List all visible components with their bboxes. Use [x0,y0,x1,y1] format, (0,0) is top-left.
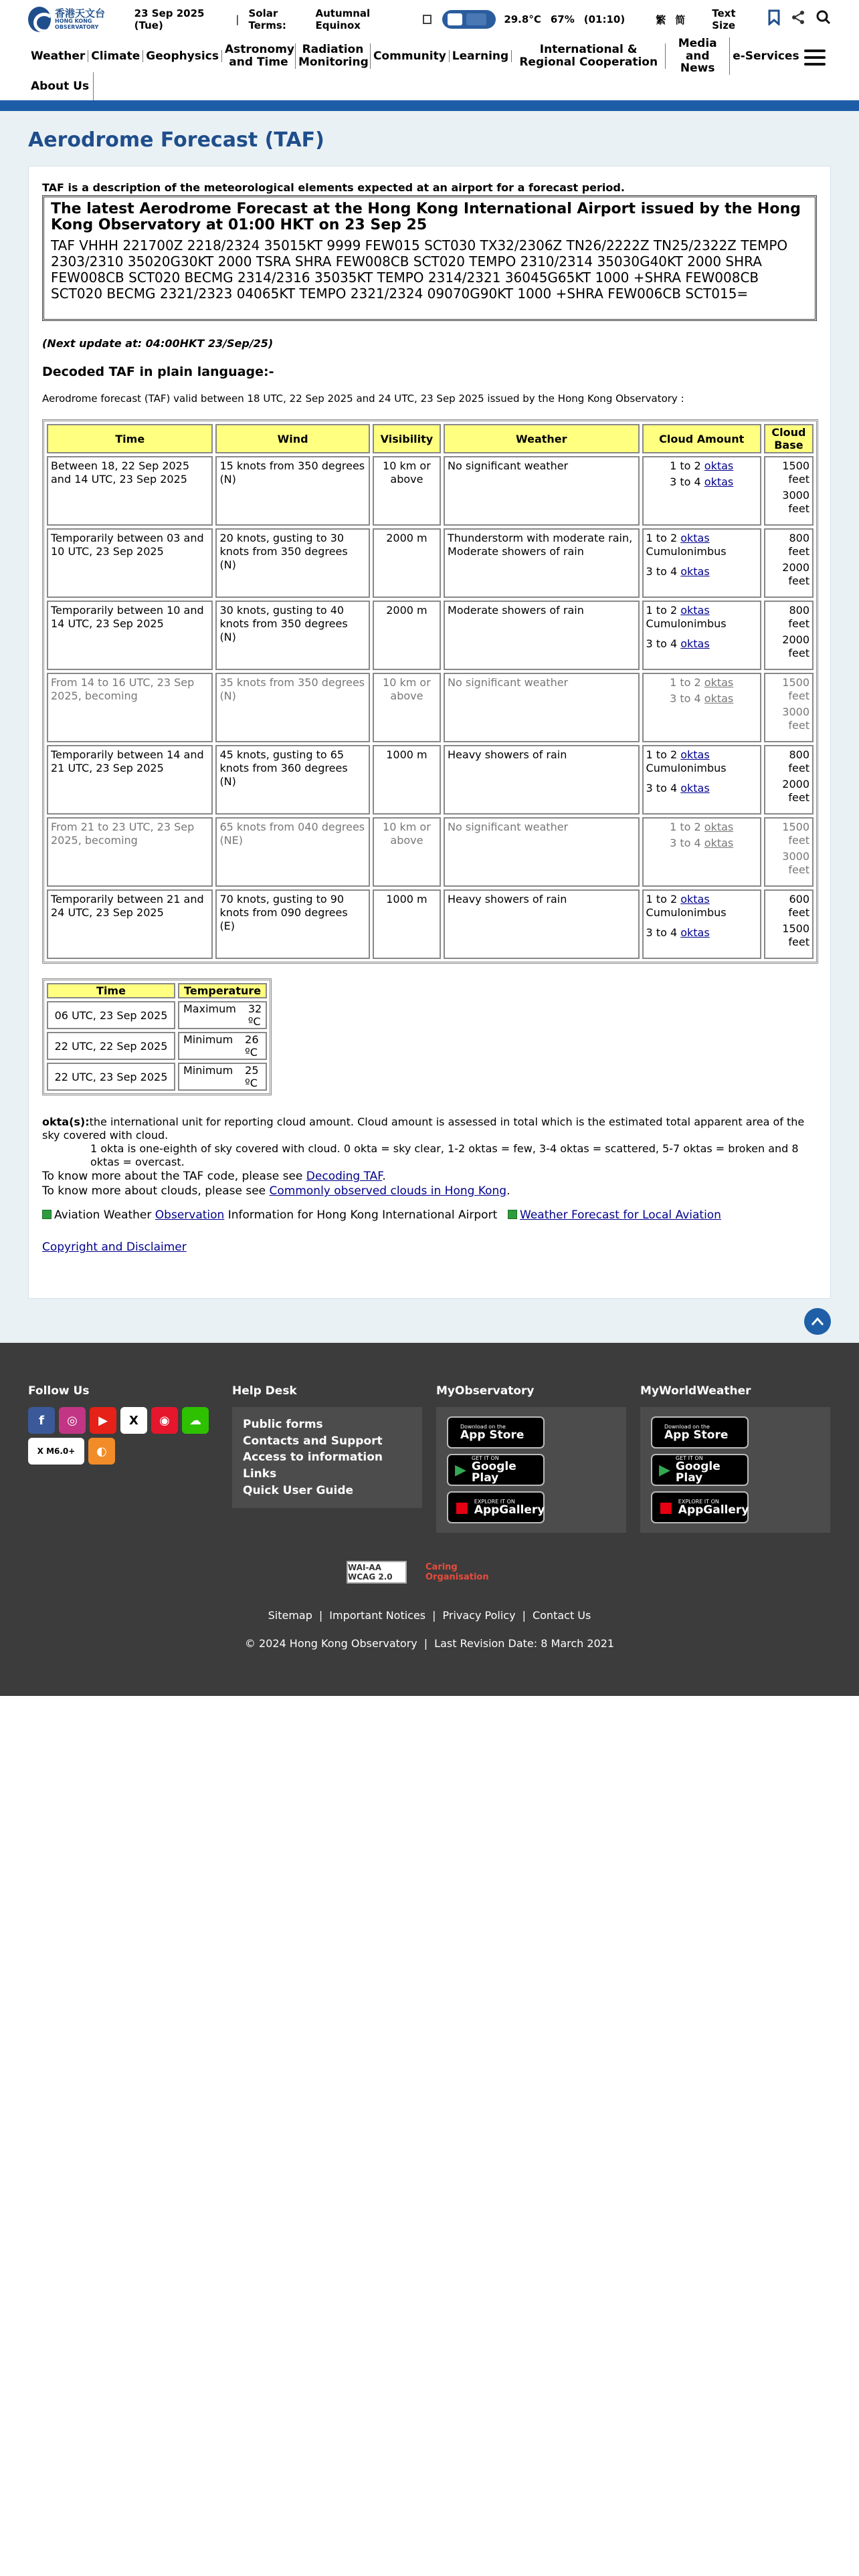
taf-cloud-base [764,673,814,742]
store-small-text: GET IT ON [471,1455,499,1461]
taf-more-text: To know more about the TAF code, please see [42,1170,306,1183]
okta-scale: 1 okta is one-eighth of sky covered with cloud. 0 okta = sky clear, 1-2 oktas = few, 3-4 oktas = scattered, 5-7 oktas = broken and 8 oktas = overcast. [90,1142,799,1168]
nav-learning[interactable]: Learning [450,50,512,63]
oktas-link[interactable]: oktas [680,893,710,905]
temp-value-cell [178,1001,267,1029]
taf-weather: Thunderstorm with moderate rain, Moderate showers of rain [444,528,640,598]
taf-cloud-base [764,528,814,598]
taf-time: Temporarily between 10 and 14 UTC, 23 Sep 2025 [47,601,213,670]
myobservatory-section [436,1384,640,1533]
taf-cloud-amount [642,817,761,887]
oktas-link[interactable]: oktas [680,748,710,761]
store-small-text: Download on the [664,1423,710,1430]
temp-kind: Minimum [183,1064,233,1077]
amount-text: 1 to 2 [670,821,701,833]
taf-row [47,745,814,815]
nav-weather[interactable]: Weather [28,50,88,63]
store-small-text: Download on the [460,1423,506,1430]
cloud-base-1: 1500 feet [782,821,809,847]
myworldweather-title: MyWorldWeather [640,1384,751,1398]
taf-visibility: 10 km or above [373,817,441,887]
nav-international[interactable]: International & Regional Cooperation [512,43,666,68]
weibo-icon[interactable]: ◉ [151,1407,178,1434]
nav-climate[interactable]: Climate [88,50,143,63]
col-cloud-base: Cloud Base [764,424,814,453]
nav-astronomy[interactable]: Astronomy and Time [222,43,296,68]
footer [0,1343,859,1696]
amount-text: 1 to 2 [646,532,678,544]
play-icon: ▶ [455,1461,466,1479]
taf-wind: 15 knots from 350 degrees (N) [215,456,369,526]
follow-us-section [28,1384,232,1533]
text-size-button[interactable]: Text Size [712,7,736,31]
taf-cloud-base [764,601,814,670]
oktas-link[interactable]: oktas [704,676,734,689]
temperature-row [47,1001,267,1029]
current-date: 23 Sep 2025 (Tue) [134,7,205,31]
okta-label: okta(s): [42,1115,90,1128]
store-label: Google Play [471,1460,516,1485]
taf-row [47,601,814,670]
taf-wind: 70 knots, gusting to 90 knots from 090 degrees (E) [215,889,369,959]
taf-cloud-amount [642,889,761,959]
col-temp-time: Time [47,983,175,998]
temp-value: 25 ºC [245,1064,259,1089]
temperature-table [42,978,272,1095]
lang-traditional-link[interactable]: 繁 [656,13,666,26]
clouds-more-text: To know more about clouds, please see [42,1184,270,1198]
weather-toggle[interactable] [442,10,496,29]
taf-wind: 30 knots, gusting to 40 knots from 350 degrees (N) [215,601,369,670]
app-store-button[interactable] [447,1416,545,1448]
taf-wind: 45 knots, gusting to 65 knots from 360 degrees (N) [215,745,369,815]
col-weather: Weather [444,424,640,453]
taf-cloud-amount [642,456,761,526]
amount-text: 1 to 2 [670,459,701,472]
cloud-base-1: 1500 feet [782,676,809,702]
decoding-taf-link[interactable]: Decoding TAF [306,1170,383,1183]
copyright-link[interactable]: Copyright and Disclaimer [42,1241,187,1255]
local-aviation-link[interactable]: Weather Forecast for Local Aviation [520,1208,721,1222]
revision-date: Last Revision Date: 8 March 2021 [434,1637,615,1650]
store-label: AppGallery [678,1503,749,1517]
help-desk-title: Help Desk [232,1384,297,1398]
app-gallery-button[interactable] [651,1491,749,1523]
taf-visibility: 2000 m [373,601,441,670]
content-card [28,166,831,1299]
taf-time: From 21 to 23 UTC, 23 Sep 2025, becoming [47,817,213,887]
col-wind: Wind [215,424,369,453]
taf-visibility: 1000 m [373,745,441,815]
important-notices-link[interactable]: Important Notices [329,1609,426,1622]
amount-text: 1 to 2 [646,748,678,761]
clouds-more-end: . [506,1184,510,1198]
nav-geophysics[interactable]: Geophysics [143,50,222,63]
contact-us-link[interactable]: Contact Us [532,1609,591,1622]
taf-wind: 35 knots from 350 degrees (N) [215,673,369,742]
link-bullet-icon [508,1210,517,1219]
taf-wind: 65 knots from 040 degrees (NE) [215,817,369,887]
taf-weather: No significant weather [444,456,640,526]
cloud-base-2: 3000 feet [782,850,809,876]
cloud-base-2: 2000 feet [782,633,809,659]
taf-visibility: 1000 m [373,889,441,959]
col-visibility: Visibility [373,424,441,453]
latest-taf-title: The latest Aerodrome Forecast at the Hong Kong International Airport issued by the Hong Kong Observatory at 01:00 HKT on 23 Sep 25 [51,201,801,234]
spacer [0,1327,859,1343]
temp-time: 06 UTC, 23 Sep 2025 [47,1001,175,1029]
aviation-text: Aviation Weather [54,1208,155,1222]
taf-visibility: 2000 m [373,528,441,598]
okta-def-text: the international unit for reporting cloud amount. Cloud amount is assessed in total which is the estimated total apparent area of the sky covered with cloud. [42,1115,805,1142]
temp-value: 32 ºC [248,1002,262,1028]
page-title: Aerodrome Forecast (TAF) [28,128,324,152]
oktas-link[interactable]: oktas [704,475,734,488]
decoded-title: Decoded TAF in plain language:- [42,364,274,379]
latest-taf-code: TAF VHHH 221700Z 2218/2324 35015KT 9999 FEW015 SCT030 TX32/2306Z TN26/2222Z TN25/2322Z TEMPO 2303/2310 35020G30KT 2000 TSRA SHRA FEW008CB SCT020 TEMPO 2310/2314 35030G40KT 2000 SHRA FEW008CB SCT020 BECMG 2314/2316 35035KT TEMPO 2314/2321 36045G65KT 1000 +SHRA FEW008CB SCT020 BECMG 2321/2323 04065KT TEMPO 2321/2324 09070G90KT 1000 +SHRA FEW006CB SCT015= [51,237,788,302]
temp-time: 22 UTC, 23 Sep 2025 [47,1063,175,1091]
taf-time: Temporarily between 21 and 24 UTC, 23 Sep 2025 [47,889,213,959]
taf-cloud-amount [642,601,761,670]
amount-text: 3 to 4 [646,926,678,939]
privacy-policy-link[interactable]: Privacy Policy [442,1609,516,1622]
col-time: Time [47,424,213,453]
taf-intro: TAF is a description of the meteorological elements expected at an airport for a forecast period. [42,181,625,194]
taf-weather: Heavy showers of rain [444,745,640,815]
observation-time: (01:10) [583,13,626,25]
oktas-link[interactable]: oktas [680,565,710,578]
app-store-button[interactable] [651,1416,749,1448]
okta-definition [42,1115,817,1169]
taf-table [42,419,818,964]
rss-icon[interactable]: ◐ [88,1438,115,1465]
taf-row [47,673,814,742]
cloud-base-2: 3000 feet [782,489,809,515]
access-info-link[interactable]: Access to information [243,1451,383,1465]
toggle-icon-a [448,13,462,25]
store-label: App Store [460,1428,524,1442]
temp-kind: Maximum [183,1002,236,1015]
aviation-text-end: Information for Hong Kong International Airport [224,1208,498,1222]
sitemap-link[interactable]: Sitemap [268,1609,312,1622]
taf-cloud-base [764,817,814,887]
hko-logo[interactable] [28,7,129,32]
main-nav [0,36,859,100]
x-icon[interactable]: X [120,1407,147,1434]
taf-row [47,456,814,526]
app-gallery-button[interactable] [447,1491,545,1523]
oktas-link[interactable]: oktas [680,926,710,939]
temperature-row [47,1032,267,1060]
taf-visibility: 10 km or above [373,673,441,742]
contacts-support-link[interactable]: Contacts and Support [243,1434,383,1448]
myobservatory-title: MyObservatory [436,1384,535,1398]
taf-more-info [42,1169,817,1184]
hko-logo-icon [28,7,51,32]
cloud-base-2: 1500 feet [782,922,809,948]
taf-weather: Heavy showers of rain [444,889,640,959]
oktas-link[interactable]: oktas [704,459,734,472]
x-m-icon[interactable]: X M6.0+ [28,1438,84,1465]
amount-text: 1 to 2 [670,676,701,689]
menu-icon[interactable] [804,49,826,70]
amount-text: 3 to 4 [646,565,678,578]
taf-cloud-amount [642,745,761,815]
next-update: (Next update at: 04:00HKT 23/Sep/25) [42,337,274,350]
wechat-icon[interactable]: ☁ [182,1407,209,1434]
oktas-link[interactable]: oktas [680,604,710,617]
huawei-icon: ■ [455,1499,469,1516]
taf-more-end: . [382,1170,386,1183]
taf-time: Temporarily between 03 and 10 UTC, 23 Sep 2025 [47,528,213,598]
temp-value-cell [178,1032,267,1060]
footer-links: Sitemap | Important Notices | Privacy Policy | Contact Us [268,1609,591,1622]
amount-text: 3 to 4 [646,782,678,794]
google-play-button[interactable] [651,1454,749,1486]
follow-us-title: Follow Us [28,1384,90,1398]
clouds-more-info [42,1184,817,1198]
temp-kind: Minimum [183,1033,233,1046]
bookmark-icon[interactable] [768,9,780,29]
store-small-text: EXPLORE IT ON [678,1498,719,1505]
amount-text: 1 to 2 [646,604,678,617]
amount-text: 3 to 4 [670,692,701,705]
top-bar [0,0,859,39]
copyright-text: © 2024 Hong Kong Observatory [244,1637,417,1650]
taf-row [47,528,814,598]
huawei-icon: ■ [659,1499,673,1516]
store-label: Google Play [675,1460,721,1485]
taf-row [47,817,814,887]
taf-time: Temporarily between 14 and 21 UTC, 23 Sep 2025 [47,745,213,815]
taf-cloud-base [764,456,814,526]
store-small-text: GET IT ON [675,1455,703,1461]
oktas-link[interactable]: oktas [704,821,734,833]
cloud-base-2: 2000 feet [782,561,809,587]
cloud-type: Cumulonimbus [646,762,727,774]
caring-organisation-logo: Caring Organisation [425,1562,489,1582]
cloud-base-1: 800 feet [788,748,809,774]
oktas-link[interactable]: oktas [680,532,710,544]
calendar-icon[interactable] [423,15,432,24]
search-icon[interactable] [816,10,831,29]
current-temperature: 29.8°C [504,13,541,25]
main-content [0,111,859,1327]
temp-value: 26 ºC [245,1033,259,1059]
toggle-icon-b [466,13,486,25]
temp-time: 22 UTC, 22 Sep 2025 [47,1032,175,1060]
cloud-type: Cumulonimbus [646,545,727,558]
taf-wind: 20 knots, gusting to 30 knots from 350 degrees (N) [215,528,369,598]
oktas-link[interactable]: oktas [704,692,734,705]
logo-en-text: HONG KONG OBSERVATORY [55,18,99,30]
play-icon: ▶ [659,1461,670,1479]
col-temperature: Temperature [178,983,267,998]
taf-visibility: 10 km or above [373,456,441,526]
cloud-base-1: 600 feet [788,893,809,919]
back-to-top-icon[interactable] [804,1308,831,1335]
store-small-text: EXPLORE IT ON [474,1498,515,1505]
nav-community[interactable]: Community [371,50,450,63]
nav-e-services[interactable]: e-Services [733,49,799,63]
temperature-row [47,1063,267,1091]
public-forms-link[interactable]: Public forms [243,1418,323,1431]
solar-term: Autumnal Equinox [315,7,371,31]
amount-text: 3 to 4 [670,475,701,488]
cloud-base-1: 800 feet [788,532,809,558]
cloud-base-2: 2000 feet [782,778,809,804]
taf-cloud-amount [642,673,761,742]
taf-weather: Moderate showers of rain [444,601,640,670]
cloud-base-1: 800 feet [788,604,809,630]
lang-simplified-link[interactable]: 简 [675,13,686,26]
oktas-link[interactable]: oktas [680,782,710,794]
quick-guide-link[interactable]: Quick User Guide [243,1483,354,1497]
oktas-link[interactable]: oktas [680,637,710,650]
amount-text: 1 to 2 [646,893,678,905]
validity-text: Aerodrome forecast (TAF) valid between 18 UTC, 22 Sep 2025 and 24 UTC, 23 Sep 2025 issued by the Hong Kong Observatory : [42,393,684,405]
nav-about-us[interactable]: About Us [31,72,94,100]
store-label: App Store [664,1428,729,1442]
cloud-base-2: 3000 feet [782,706,809,732]
taf-row [47,889,814,959]
taf-weather: No significant weather [444,673,640,742]
taf-weather: No significant weather [444,817,640,887]
oktas-link[interactable]: oktas [704,837,734,849]
nav-radiation[interactable]: Radiation Monitoring [296,43,371,68]
wcag-badge[interactable]: WAI-AA WCAG 2.0 [347,1561,407,1584]
store-label: AppGallery [474,1503,545,1517]
footer-copyright: © 2024 Hong Kong Observatory | Last Revision Date: 8 March 2021 [244,1637,615,1650]
logo-zh-text: 香港天文台 [55,7,106,19]
instagram-icon[interactable]: ◎ [59,1407,86,1434]
amount-text: 3 to 4 [670,837,701,849]
temp-value-cell [178,1063,267,1091]
related-links [42,1208,817,1223]
cloud-type: Cumulonimbus [646,906,727,919]
amount-text: 3 to 4 [646,637,678,650]
aviation-observation-link[interactable]: Observation [155,1208,225,1222]
divider: | [235,13,240,25]
cloud-base-1: 1500 feet [782,459,809,486]
col-cloud-amount: Cloud Amount [642,424,761,453]
current-humidity: 67% [550,13,575,25]
taf-time: Between 18, 22 Sep 2025 and 14 UTC, 23 Sep 2025 [47,456,213,526]
myworldweather-section [640,1384,844,1533]
header-band [0,100,859,111]
latest-taf-box [42,195,817,321]
taf-cloud-base [764,745,814,815]
cloud-type: Cumulonimbus [646,617,727,630]
taf-time: From 14 to 16 UTC, 23 Sep 2025, becoming [47,673,213,742]
links-link[interactable]: Links [243,1467,277,1481]
google-play-button[interactable] [447,1454,545,1486]
taf-cloud-amount [642,528,761,598]
link-bullet-icon [42,1210,52,1219]
help-desk-section [232,1384,436,1533]
share-icon[interactable] [791,10,805,29]
taf-cloud-base [764,889,814,959]
nav-media[interactable]: Media and News [666,37,730,75]
clouds-link[interactable]: Commonly observed clouds in Hong Kong [269,1184,507,1198]
youtube-icon[interactable]: ▶ [90,1407,116,1434]
solar-term-label: Solar Terms: [248,7,286,31]
facebook-icon[interactable]: f [28,1407,55,1434]
